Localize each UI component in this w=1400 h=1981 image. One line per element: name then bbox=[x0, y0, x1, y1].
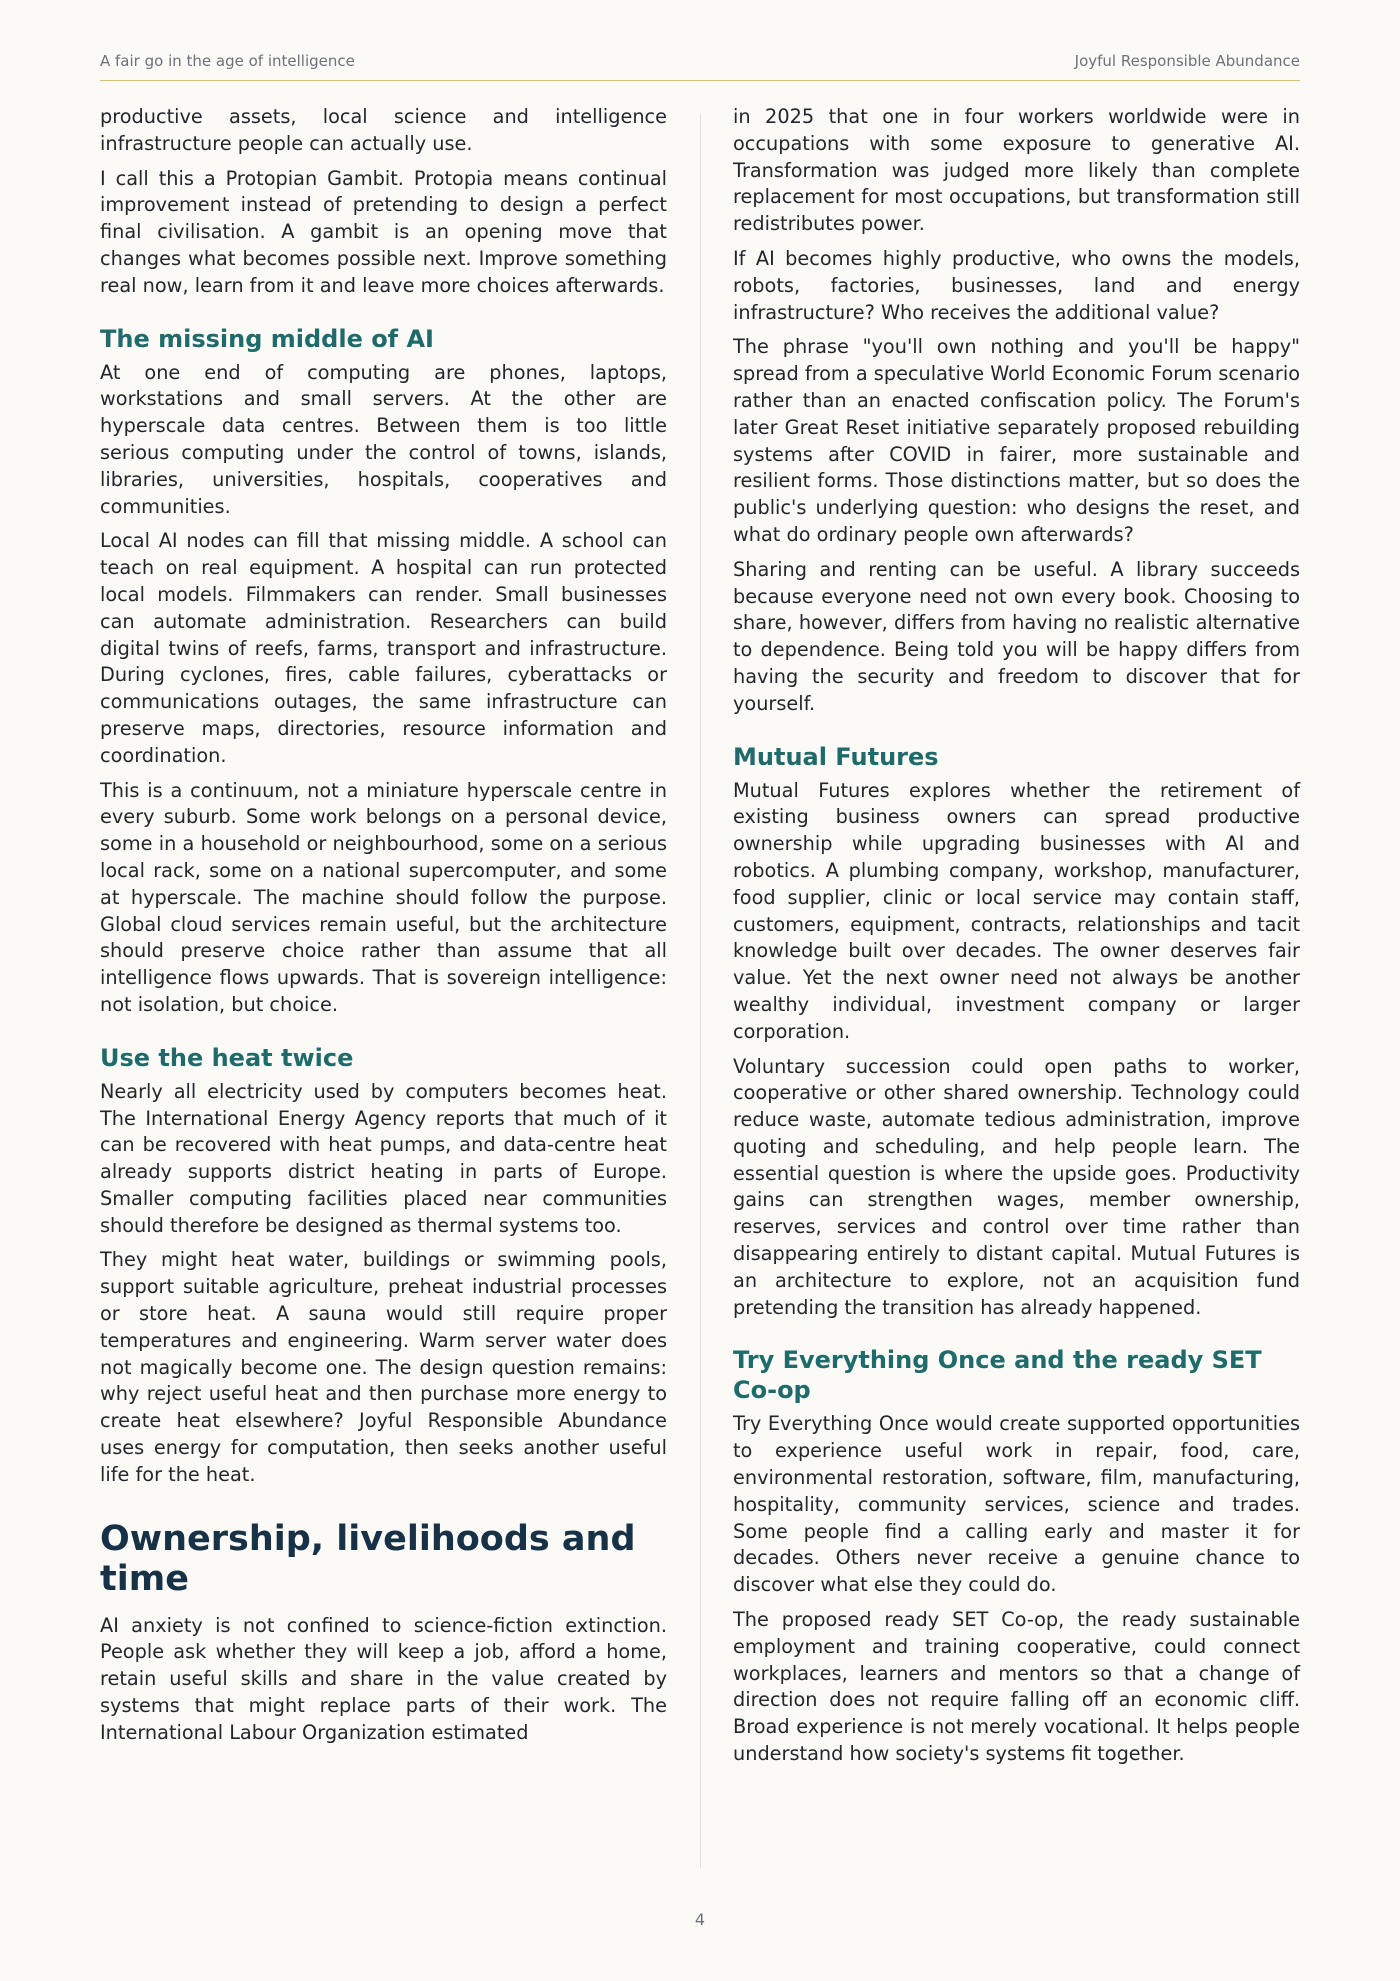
paragraph: The proposed ready SET Co-op, the ready sustainable employment and training cooperative, could connect workplaces, learners and mentors so that a change of direction does not require falling off an economic cliff. Broad experience is not merely vocational. It helps people understand how society's systems fit together. bbox=[733, 1608, 1300, 1766]
paragraph: Sharing and renting can be useful. A library succeeds because everyone need not own every book. Choosing to share, however, differs from having no realistic alternative to dependence. Being told you will be happy differs from having the security and freedom to discover that for yourself. bbox=[733, 557, 1300, 715]
page-number: 4 bbox=[694, 1910, 706, 1929]
header-section-title: Joyful Responsible Abundance bbox=[1074, 52, 1300, 70]
paragraph: Voluntary succession could open paths to worker, cooperative or other shared ownership. Technology could reduce waste, automate tedious administration, improve quoting and scheduling, and help people learn. The essential question is where the upside goes. Productivity gains can strengthen wages, member ownership, reserves, services and control over time rather than disappearing entirely to distant capital. Mutual Futures is an architecture to explore, not an acquisition fund pretending the transition has already happened. bbox=[733, 1054, 1300, 1319]
running-header bbox=[100, 50, 1300, 81]
paragraph: The phrase "you'll own nothing and you'll be happy" spread from a speculative World Economic Forum scenario rather than an enacted confiscation policy. The Forum's later Great Reset initiative separately proposed rebuilding systems after COVID in fairer, more sustainable and resilient forms. Those distinctions matter, but so does the public's underlying question: who designs the reset, and what do ordinary people own afterwards? bbox=[733, 335, 1300, 546]
section-heading-missing-middle: The missing middle of AI bbox=[100, 324, 434, 353]
section-heading-mutual-futures: Mutual Futures bbox=[733, 742, 939, 771]
paragraph: Try Everything Once would create supported opportunities to experience useful work in repair, food, care, environmental restoration, software, film, manufacturing, hospitality, community services, science and trades. Some people find a calling early and master it for decades. Others never receive a genuine chance to discover what else they could do. bbox=[733, 1412, 1300, 1597]
section-heading-try-everything-once: Try Everything Once and the ready SET Co-op bbox=[733, 1346, 1262, 1405]
header-document-title: A fair go in the age of intelligence bbox=[100, 52, 355, 70]
paragraph: At one end of computing are phones, laptops, workstations and small servers. At the other are hyperscale data centres. Between them is too little serious computing under the control of towns, islands, libraries, universities, hospitals, cooperatives and communities. bbox=[100, 360, 667, 518]
chapter-heading-ownership: Ownership, livelihoods and time bbox=[100, 1518, 636, 1599]
left-column bbox=[100, 104, 667, 1755]
paragraph: productive assets, local science and intelligence infrastructure people can actually use. bbox=[100, 105, 667, 155]
paragraph: If AI becomes highly productive, who owns the models, robots, factories, businesses, land and energy infrastructure? Who receives the additional value? bbox=[733, 246, 1300, 324]
paragraph: This is a continuum, not a miniature hyperscale centre in every suburb. Some work belongs on a personal device, some in a household or neighbourhood, some on a serious local rack, some on a national supercomputer, and some at hyperscale. The machine should follow the purpose. Global cloud services remain useful, but the architecture should preserve choice rather than assume that all intelligence flows upwards. That is sovereign intelligence: not isolation, but choice. bbox=[100, 778, 667, 1016]
paragraph: Nearly all electricity used by computers becomes heat. The International Energy Agency reports that much of it can be recovered with heat pumps, and data-centre heat already supports district heating in parts of Europe. Smaller computing facilities placed near communities should therefore be designed as thermal systems too. bbox=[100, 1079, 667, 1237]
paragraph: AI anxiety is not confined to science-fiction extinction. People ask whether they will keep a job, afford a home, retain useful skills and share in the value created by systems that might replace parts of their work. The International Labour Organization estimated bbox=[100, 1613, 667, 1744]
paragraph: Local AI nodes can fill that missing middle. A school can teach on real equipment. A hospital can run protected local models. Filmmakers can render. Small businesses can automate administration. Researchers can build digital twins of reefs, farms, transport and infrastructure. During cyclones, fires, cable failures, cyberattacks or communications outages, the same infrastructure can preserve maps, directories, resource information and coordination. bbox=[100, 529, 667, 767]
right-column bbox=[733, 104, 1300, 1776]
paragraph: in 2025 that one in four workers worldwide were in occupations with some exposure to generative AI. Transformation was judged more likely than complete replacement for most occupations, but transformation still redistributes power. bbox=[733, 105, 1300, 236]
paragraph: They might heat water, buildings or swimming pools, support suitable agriculture, preheat industrial processes or store heat. A sauna would still require proper temperatures and engineering. Warm server water does not magically become one. The design question remains: why reject useful heat and then purchase more energy to create heat elsewhere? Joyful Responsible Abundance uses energy for computation, then seeks another useful life for the heat. bbox=[100, 1248, 667, 1486]
section-heading-heat: Use the heat twice bbox=[100, 1043, 354, 1072]
column-divider bbox=[700, 114, 701, 1868]
paragraph: Mutual Futures explores whether the retirement of existing business owners can spread productive ownership while upgrading businesses with AI and robotics. A plumbing company, workshop, manufacturer, food supplier, clinic or local service may contain staff, customers, equipment, contracts, relationships and tacit knowledge built over decades. The owner deserves fair value. Yet the next owner need not always be another wealthy individual, investment company or larger corporation. bbox=[733, 778, 1300, 1043]
paragraph: I call this a Protopian Gambit. Protopia means continual improvement instead of pretending to design a perfect final civilisation. A gambit is an opening move that changes what becomes possible next. Improve something real now, learn from it and leave more choices afterwards. bbox=[100, 166, 667, 297]
